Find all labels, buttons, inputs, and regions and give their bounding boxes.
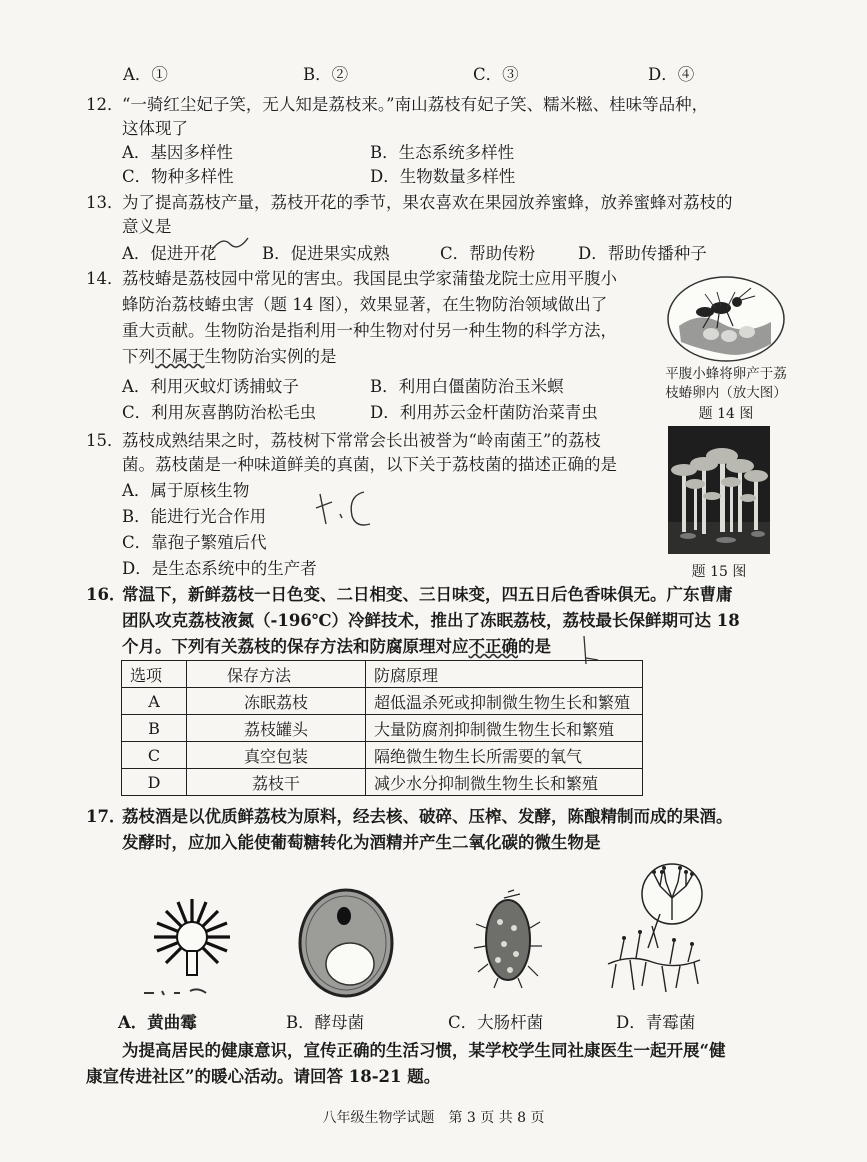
table-row [122,769,643,796]
pen-mark-icon [208,232,252,256]
yeast-cell-icon [296,886,396,1000]
q11-option-a: A．① [123,65,168,84]
q16-number: 16． [86,585,126,604]
table-cell: 隔绝微生物生长所需要的氧气 [366,742,643,769]
q12-stem-line1: “一骑红尘妃子笑，无人知是荔枝来。”南山荔枝有妃子笑、糯米糍、桂味等品种， [122,95,709,114]
q13-stem-line1: 为了提高荔枝产量，荔枝开花的季节，果农喜欢在果园放养蜜蜂，放养蜜蜂对荔枝的 [122,193,733,212]
q14-stem-emphasis: 不属于 [155,347,205,366]
q14-stem-line4-pre: 下列 [122,347,155,366]
q14-option-d: D．利用苏云金杆菌防治菜青虫 [370,403,598,422]
q12-option-c: C．物种多样性 [122,167,234,186]
section-intro-line1: 为提高居民的健康意识，宣传正确的生活习惯，某学校学生同社康医生一起开展“健 [122,1041,726,1060]
q16-stem-line3 [122,634,551,660]
aspergillus-flavus-icon [150,895,234,979]
q14-option-b: B．利用白僵菌防治玉米螟 [370,377,564,396]
q11-option-c: C．③ [473,65,519,84]
q14-figure-caption-2: 枝蝽卵内（放大图） [665,385,787,401]
q14-stem-line4 [122,344,337,370]
q16-stem-emphasis: 不正确 [468,637,518,656]
pen-mark-icon [140,985,220,999]
q13-stem-line2: 意义是 [122,217,172,236]
q12-option-d: D．生物数量多样性 [370,167,516,186]
pen-mark-icon [312,484,382,532]
q11-option-b: B．② [303,65,349,84]
q15-option-b: B．能进行光合作用 [122,507,267,526]
table-cell: D [122,769,187,796]
q12-number: 12． [86,95,124,114]
table-cell: 超低温杀死或抑制微生物生长和繁殖 [366,688,643,715]
q13-number: 13． [86,193,124,212]
table-header-row [122,661,643,688]
table-cell: 冻眠荔枝 [187,688,366,715]
q13-option-a: A．促进开花 [122,244,217,263]
table-cell: 荔枝干 [187,769,366,796]
q16-preservation-table [121,660,643,796]
table-row [122,715,643,742]
table-cell: B [122,715,187,742]
q17-option-c: C．大肠杆菌 [448,1013,544,1032]
q16-stem-line3-post: 的是 [518,637,551,656]
q15-number: 15． [86,431,124,450]
q15-stem-line1: 荔枝成熟结果之时，荔枝树下常常会长出被誉为“岭南菌王”的荔枝 [122,431,601,450]
q14-figure-caption-1: 平腹小蜂将卵产于荔 [665,366,787,382]
q16-stem-line1: 常温下，新鲜荔枝一日色变、二日相变、三日味变，四五日后色香味俱无。广东曹庸 [122,585,733,604]
table-header-cell: 保存方法 [187,661,366,688]
q15-option-c: C．靠孢子繁殖后代 [122,533,267,552]
q17-stem-line2: 发酵时，应加入能使葡萄糖转化为酒精并产生二氧化碳的微生物是 [122,833,601,852]
q14-stem-line2: 蜂防治荔枝蝽虫害（题 14 图），效果显著，在生物防治领域做出了 [122,295,608,314]
q16-stem-line3-pre: 个月。下列有关荔枝的保存方法和防腐原理对应 [122,637,469,656]
q14-stem-line4-post: 生物防治实例的是 [204,347,337,366]
q14-option-a: A．利用灭蚊灯诱捕蚊子 [122,377,299,396]
q17-number: 17． [86,807,126,826]
table-header-cell: 防腐原理 [366,661,643,688]
q17-stem-line1: 荔枝酒是以优质鲜荔枝为原料，经去核、破碎、压榨、发酵，陈酿精制而成的果酒。 [122,807,733,826]
table-cell: 大量防腐剂抑制微生物生长和繁殖 [366,715,643,742]
q17-option-b: B．酵母菌 [286,1013,365,1032]
table-row [122,742,643,769]
q16-stem-line2: 团队攻克荔枝液氮（-196℃）冷鲜技术，推出了冻眠荔枝，荔枝最长保鲜期可达 18 [122,611,740,630]
q14-option-c: C．利用灰喜鹊防治松毛虫 [122,403,317,422]
q13-option-c: C．帮助传粉 [440,244,536,263]
table-cell: 真空包装 [187,742,366,769]
q15-option-d: D．是生态系统中的生产者 [122,559,317,578]
page-footer: 八年级生物学试题 第 3 页 共 8 页 [322,1110,545,1126]
e-coli-bacterium-icon [468,888,548,992]
penicillium-mold-icon [600,860,710,1000]
q13-option-d: D．帮助传播种子 [578,244,707,263]
q14-stem-line1: 荔枝蝽是荔枝园中常见的害虫。我国昆虫学家蒲蛰龙院士应用平腹小 [122,269,617,288]
q15-option-a: A．属于原核生物 [122,481,250,500]
table-cell: 荔枝罐头 [187,715,366,742]
q14-stem-line3: 重大贡献。生物防治是指利用一种生物对付另一种生物的科学方法， [122,321,617,340]
q11-option-d: D．④ [648,65,695,84]
table-row [122,688,643,715]
q14-wasp-figure [665,274,787,364]
table-cell: C [122,742,187,769]
q12-option-a: A．基因多样性 [122,143,233,162]
q17-option-a: A．黄曲霉 [118,1013,197,1032]
q14-number: 14． [86,269,124,288]
q13-option-b: B．促进果实成熟 [262,244,390,263]
q17-option-d: D．青霉菌 [616,1013,696,1032]
table-header-cell: 选项 [122,661,187,688]
table-cell: 减少水分抑制微生物生长和繁殖 [366,769,643,796]
table-cell: A [122,688,187,715]
q15-figure-label: 题 15 图 [691,564,747,580]
q12-option-b: B．生态系统多样性 [370,143,515,162]
section-intro-line2: 康宣传进社区”的暖心活动。请回答 18-21 题。 [86,1067,441,1086]
q14-figure-label: 题 14 图 [698,406,754,422]
q15-stem-line2: 菌。荔枝菌是一种味道鲜美的真菌，以下关于荔枝菌的描述正确的是 [122,455,617,474]
q12-stem-line2: 这体现了 [122,119,188,138]
q15-mushroom-photo [668,426,770,554]
